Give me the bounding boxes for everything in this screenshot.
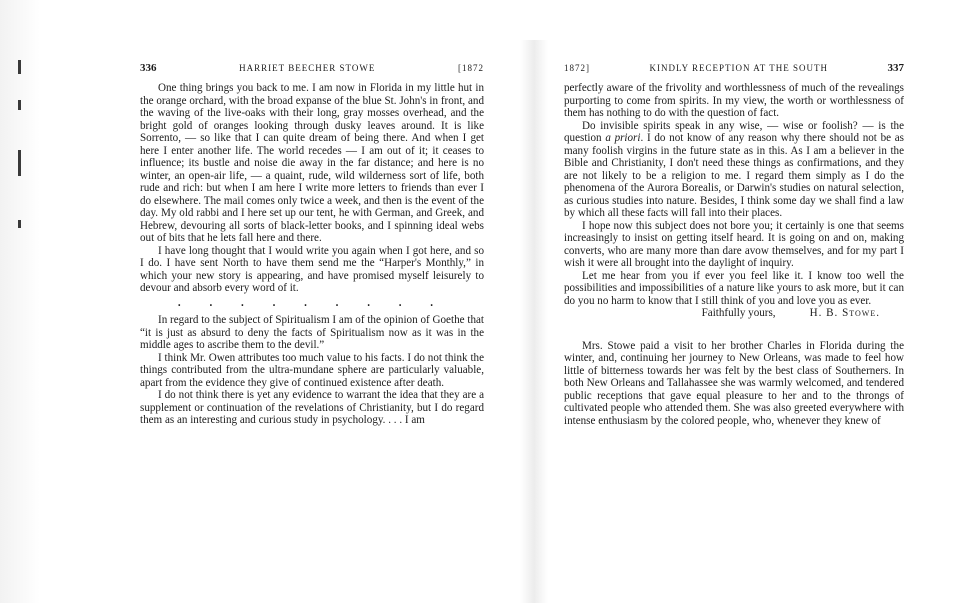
text-run: Do invisible spirits speak in any wise, — wise or foolish? — is the question [564, 119, 904, 144]
paragraph [564, 120, 904, 220]
closing: Faithfully yours, [701, 307, 776, 319]
left-page [140, 62, 484, 427]
section-gap [564, 320, 904, 340]
paragraph: I do not think there is yet any evidence to warrant the idea that they are a supplement or continuation of the revelations of Christianity, but I do regard them as an interesting and curious study in psychology. . . . I am [140, 389, 484, 426]
paragraph: One thing brings you back to me. I am now in Florida in my little hut in the orange orchard, with the broad expanse of the blue St. John's in front, and the waving of the live-oaks with their long, gray mosses overhead, and the bright gold of oranges looking through dusky leaves around. It is like Sorrento, — so like that I can quite dream of being there. And when I get here I enter another life. The world recedes — I am out of it; it ceases to influence; its bustle and noise die away in the far distance; and here is no winter, an open-air life, — a quaint, rude, wild wilderness sort of life, both rude and rich: but when I am here I write more letters to friends than ever I do elsewhere. The mail comes only twice a week, and then is the event of the day. My old rabbi and I here set up our tent, he with German, and Greek, and Hebrew, devouring all sorts of black-letter books, and I spinning ideal webs out of bits that he lets fall here and there. [140, 82, 484, 244]
page-number: 336 [140, 62, 157, 74]
paragraph: Let me hear from you if ever you feel like it. I know too well the possibilities and impossibilities of a nature like yours to ask more, but it can do you no harm to know that I still think of you and love you as ever. [564, 269, 904, 307]
letter-signoff [564, 307, 904, 320]
paragraph: Mrs. Stowe paid a visit to her brother Charles in Florida during the winter, and, continuing her journey to New Orleans, was made to feel how little of bitterness towards her was felt by the best class of Southerners. In both New Orleans and Tallahassee she was warmly welcomed, and tendered public receptions that gave equal pleasure to her and to the throngs of cultivated people who attended them. She was also greeted everywhere with intense enthusiasm by the colored people, who, whenever they knew of [564, 339, 904, 427]
paragraph: perfectly aware of the frivolity and worthlessness of much of the revealings purporting to come from spirits. In my view, the worth or worthlessness of them has nothing to do with the question of fact. [564, 82, 904, 119]
paragraph: In regard to the subject of Spiritualism I am of the opinion of Goethe that “it is just as absurd to deny the facts of Spiritualism now as it was in the middle ages to ascribe them to the devil.” [140, 314, 484, 351]
scan-artifact [18, 220, 21, 228]
paragraph: I think Mr. Owen attributes too much value to his facts. I do not think the things contributed from the ultra-mundane sphere are particularly valuable, apart from the evidence they give of continued existence after death. [140, 351, 484, 389]
running-head-left [140, 62, 484, 76]
page-body [564, 82, 904, 427]
text-run: . I do not know of any reason why there should not be as many foolish virgins in the future state as in this. As I am a believer in the Bible and Christianity, I don't need these things as confirmations, and they are not likely to be a religion to me. I regard them simply as I do the phenomena of the Aurora Borealis, or Darwin's studies on natural selection, as curious studies into nature. Besides, I think some day we shall find a law by which all these facts will fall into their places. [564, 132, 904, 219]
page-number: 337 [887, 62, 904, 74]
page-body [140, 82, 484, 427]
running-title: HARRIET BEECHER STOWE [239, 63, 376, 73]
right-page [564, 62, 904, 427]
scan-artifact [18, 60, 21, 74]
ellipsis-separator: . . . . . . . . . [177, 296, 447, 309]
running-year: 1872] [564, 63, 590, 73]
signature: H. B. Stowe. [809, 307, 880, 319]
italic-phrase: a priori [605, 132, 641, 144]
running-head-right [564, 62, 904, 76]
paragraph: I have long thought that I would write you again when I got here, and so I do. I have sent North to have them send me the “Harper's Monthly,” in which your new story is appearing, and have promised myself leisurely to devour and absorb every word of it. [140, 244, 484, 294]
paragraph: I hope now this subject does not bore you; it certainly is one that seems increasingly to insist on getting itself heard. It is going on and on, making converts, who are many more than dare avow themselves, and for my part I wish it were all brought into the daylight of inquiry. [564, 219, 904, 269]
running-title: KINDLY RECEPTION AT THE SOUTH [649, 63, 828, 73]
scan-edge [0, 0, 40, 603]
scan-artifact [18, 150, 21, 176]
running-year: [1872 [457, 63, 484, 73]
scan-artifact [18, 100, 21, 110]
book-gutter [520, 40, 548, 603]
